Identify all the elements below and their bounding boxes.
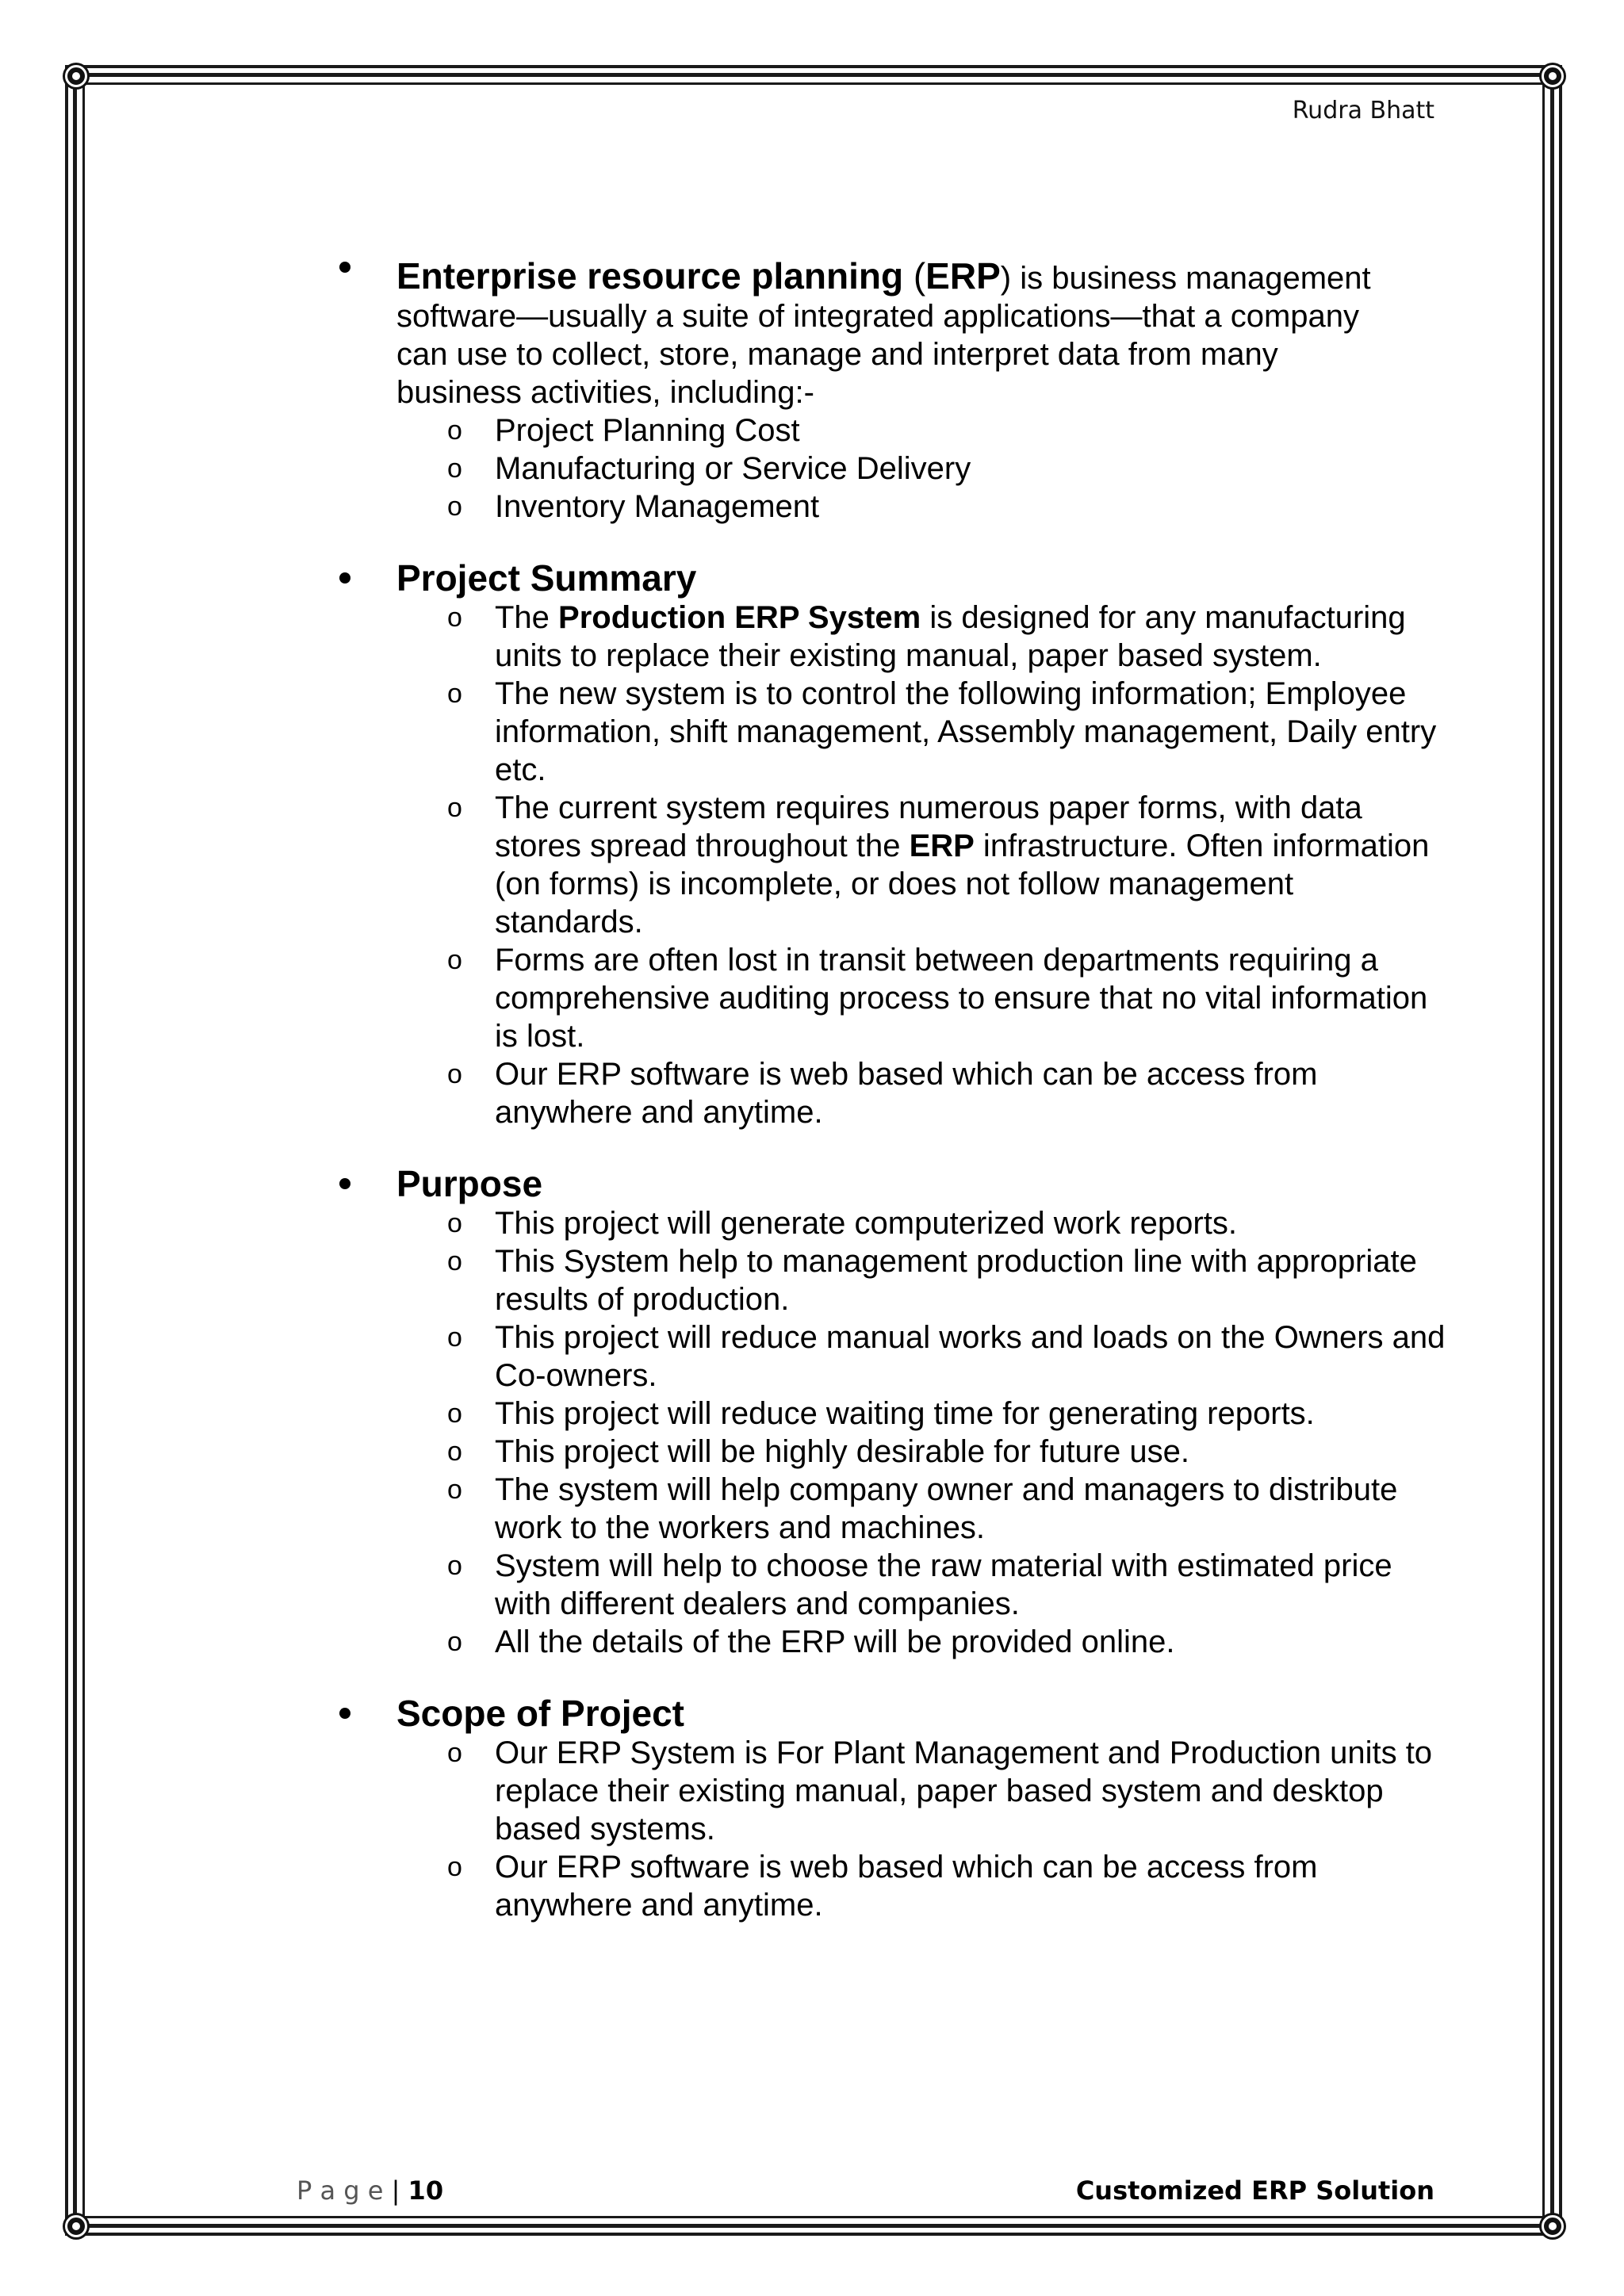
- bullet-icon: [339, 1708, 350, 1719]
- footer-doc-title: Customized ERP Solution: [1075, 2175, 1434, 2206]
- circle-bullet-icon: o: [447, 1399, 462, 1429]
- circle-bullet-icon: o: [447, 492, 462, 522]
- section-scope: [339, 1693, 1450, 1924]
- list-item: o Inventory Management: [447, 489, 820, 524]
- circle-bullet-icon: o: [447, 1627, 462, 1657]
- erp-line-2: software—usually a suite of integrated applications—that a company: [396, 299, 1360, 334]
- list-item: o This project will generate computerized work reports.: [447, 1206, 1237, 1241]
- list-item: o System will help to choose the raw material with estimated price with different dealers and companies.: [447, 1548, 1392, 1621]
- corner-ornament-icon: [1542, 65, 1564, 87]
- document-body: [339, 255, 1450, 1956]
- list-item: o This project will reduce waiting time for generating reports.: [447, 1396, 1315, 1431]
- scope-sub-list: [396, 1734, 1450, 1924]
- list-item: o This System help to management production line with appropriate results of production.: [447, 1244, 1417, 1317]
- circle-bullet-icon: o: [447, 793, 462, 823]
- circle-bullet-icon: o: [447, 1551, 462, 1581]
- list-item: o The Production ERP System is designed for any manufacturing units to replace their existing manual, paper based system.: [447, 600, 1406, 673]
- list-item: o The system will help company owner and managers to distribute work to the workers and machines.: [447, 1472, 1398, 1545]
- purpose-sub-list: [396, 1204, 1450, 1661]
- list-item: o Forms are often lost in transit between departments requiring a comprehensive auditing process to ensure that no vital information is lost.: [447, 943, 1428, 1054]
- list-item: o Project Planning Cost: [447, 413, 800, 448]
- section-project-summary: [339, 557, 1450, 1131]
- circle-bullet-icon: o: [447, 679, 462, 709]
- erp-acronym: ERP: [925, 255, 1001, 297]
- erp-line-3: can use to collect, store, manage and interpret data from many: [396, 337, 1278, 372]
- list-item: o Our ERP software is web based which can be access from anywhere and anytime.: [447, 1850, 1318, 1923]
- circle-bullet-icon: o: [447, 1475, 462, 1505]
- erp-sub-list: [396, 411, 1450, 526]
- summary-sub-list: [396, 599, 1450, 1131]
- circle-bullet-icon: o: [447, 1437, 462, 1467]
- circle-bullet-icon: o: [447, 1246, 462, 1276]
- header-author: Rudra Bhatt: [1292, 97, 1434, 124]
- circle-bullet-icon: o: [447, 1322, 462, 1353]
- corner-ornament-icon: [1542, 2215, 1564, 2237]
- bullet-icon: [339, 572, 350, 584]
- circle-bullet-icon: o: [447, 1852, 462, 1882]
- list-item: o The new system is to control the following information; Employee information, shift management, Assembly management, Daily entry etc.: [447, 676, 1437, 787]
- section-purpose: [339, 1163, 1450, 1661]
- circle-bullet-icon: o: [447, 1738, 462, 1768]
- bullet-icon: [339, 262, 350, 273]
- list-item: o This project will reduce manual works and loads on the Owners and Co-owners.: [447, 1320, 1446, 1393]
- summary-title: Project Summary: [396, 557, 697, 599]
- erp-line-4: business activities, including:-: [396, 375, 814, 410]
- scope-title: Scope of Project: [396, 1693, 684, 1734]
- circle-bullet-icon: o: [447, 453, 462, 484]
- corner-ornament-icon: [65, 2215, 87, 2237]
- circle-bullet-icon: o: [447, 1059, 462, 1089]
- footer-page-number: P a g e | 10: [297, 2175, 444, 2206]
- erp-title: Enterprise resource planning: [396, 255, 904, 297]
- circle-bullet-icon: o: [447, 415, 462, 446]
- section-erp: [339, 255, 1450, 526]
- purpose-title: Purpose: [396, 1163, 543, 1204]
- list-item: o Manufacturing or Service Delivery: [447, 451, 971, 486]
- list-item: o Our ERP software is web based which can be access from anywhere and anytime.: [447, 1057, 1318, 1130]
- list-item: o This project will be highly desirable for future use.: [447, 1434, 1189, 1469]
- list-item: o Our ERP System is For Plant Management and Production units to replace their existing manual, paper based system and desktop based systems.: [447, 1735, 1433, 1846]
- circle-bullet-icon: o: [447, 1208, 462, 1238]
- list-item: o All the details of the ERP will be provided online.: [447, 1624, 1175, 1659]
- bullet-icon: [339, 1178, 350, 1189]
- circle-bullet-icon: o: [447, 945, 462, 975]
- circle-bullet-icon: o: [447, 603, 462, 633]
- erp-line-1: Enterprise resource planning (ERP) is business management: [396, 255, 1371, 297]
- corner-ornament-icon: [65, 65, 87, 87]
- list-item: o The current system requires numerous paper forms, with data stores spread throughout the ERP infrastructure. Often information (on forms) is incomplete, or does not follow management standards.: [447, 790, 1430, 939]
